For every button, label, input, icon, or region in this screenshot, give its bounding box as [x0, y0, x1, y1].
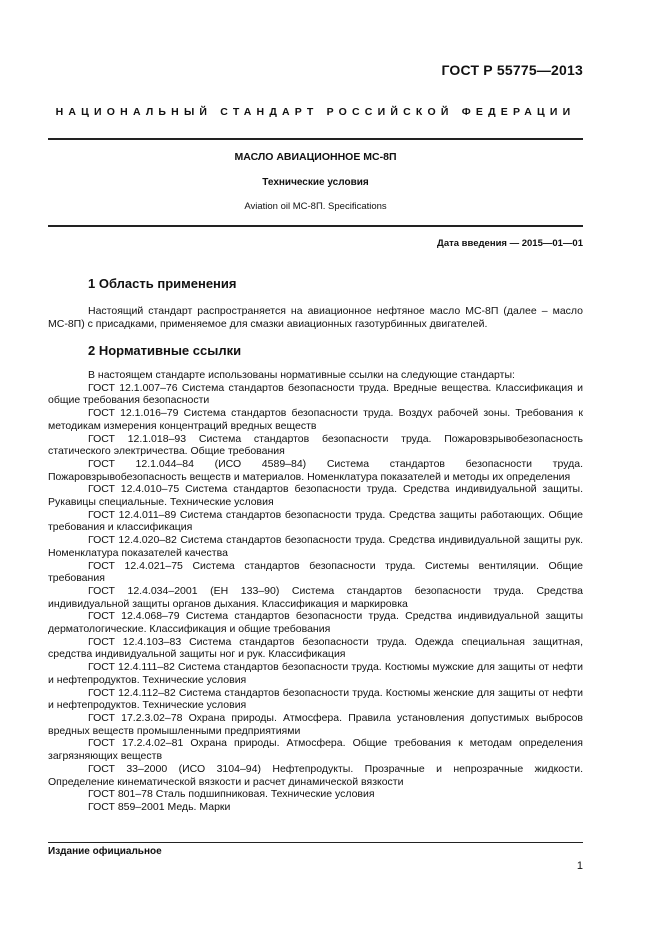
reference-item: ГОСТ 12.4.111–82 Система стандартов безопасности труда. Костюмы мужские для защиты от нефти и нефтепродуктов. Технические условия [48, 661, 583, 686]
reference-item: ГОСТ 12.4.068–79 Система стандартов безопасности труда. Средства индивидуальной защиты дерматологические. Классификация и общие требования [48, 610, 583, 636]
reference-item: ГОСТ 859–2001 Медь. Марки [88, 800, 231, 813]
reference-item: ГОСТ 17.2.4.02–81 Охрана природы. Атмосфера. Общие требования к методам определения загрязняющих веществ [48, 737, 583, 763]
reference-item: ГОСТ 12.4.112–82 Система стандартов безопасности труда. Костюмы женские для защиты от нефти и нефтепродуктов. Технические условия [48, 686, 583, 712]
paragraph: В настоящем стандарте использованы нормативные ссылки на следующие стандарты: [88, 369, 515, 381]
document-title: МАСЛО АВИАЦИОННОЕ МС-8П [234, 151, 397, 163]
reference-item: ГОСТ 12.4.103–83 Система стандартов безопасности труда. Одежда специальная защитная, средства индивидуальной защиты ног и рук. Классификация [48, 635, 583, 661]
reference-item: ГОСТ 12.4.020–82 Система стандартов безопасности труда. Средства индивидуальной защиты рук. Номенклатура показателей качества [48, 534, 583, 559]
reference-item: ГОСТ 12.1.018–93 Система стандартов безопасности труда. Пожаровзрывобезопасность статического электричества. Общие требования [48, 432, 583, 458]
document-subtitle: Технические условия [262, 177, 369, 188]
national-standard-banner: НАЦИОНАЛЬНЫЙ СТАНДАРТ РОССИЙСКОЙ ФЕДЕРАЦИИ [55, 106, 576, 118]
section-2-heading: 2 Нормативные ссылки [88, 343, 242, 358]
footer-rule [48, 842, 583, 843]
section-1-heading: 1 Область применения [88, 276, 237, 291]
reference-item: ГОСТ 12.1.044–84 (ИСО 4589–84) Система стандартов безопасности труда. Пожаровзрывобезопасность веществ и материалов. Номенклатура показателей и методы их определения [48, 457, 583, 483]
top-rule [48, 138, 583, 140]
document-number: ГОСТ Р 55775—2013 [441, 62, 583, 78]
page-number: 1 [576, 860, 583, 872]
introduction-date: Дата введения — 2015—01—01 [437, 238, 583, 249]
reference-item: ГОСТ 12.4.034–2001 (ЕН 133–90) Система стандартов безопасности труда. Средства индивидуальной защиты органов дыхания. Классификация и маркировка [48, 584, 583, 610]
official-edition-label: Издание официальное [48, 846, 162, 857]
reference-item: ГОСТ 17.2.3.02–78 Охрана природы. Атмосфера. Правила установления допустимых выбросов вредных веществ промышленными предприятиями [48, 711, 583, 737]
reference-item: ГОСТ 12.4.021–75 Система стандартов безопасности труда. Системы вентиляции. Общие требования [48, 559, 583, 585]
reference-item: ГОСТ 33–2000 (ИСО 3104–94) Нефтепродукты. Прозрачные и непрозрачные жидкости. Определение кинематической вязкости и расчет динамической вязкости [48, 762, 583, 788]
title-rule [48, 225, 583, 227]
reference-item: ГОСТ 12.4.011–89 Система стандартов безопасности труда. Средства защиты работающих. Общие требования и классификация [48, 508, 583, 534]
section-2-body [48, 369, 583, 814]
document-english-title: Aviation oil МС-8П. Specifications [244, 201, 387, 212]
section-1-body [48, 305, 583, 330]
reference-item: ГОСТ 801–78 Сталь подшипниковая. Технические условия [88, 788, 375, 801]
reference-item: ГОСТ 12.4.010–75 Система стандартов безопасности труда. Средства индивидуальной защиты. Рукавицы специальные. Технические условия [48, 483, 583, 509]
reference-item: ГОСТ 12.1.016–79 Система стандартов безопасности труда. Воздух рабочей зоны. Требования к методикам измерения концентраций вредных веществ [48, 407, 583, 432]
reference-item: ГОСТ 12.1.007–76 Система стандартов безопасности труда. Вредные вещества. Классификация и общие требования безопасности [48, 381, 583, 407]
paragraph: Настоящий стандарт распространяется на авиационное нефтяное масло МС-8П (далее – масло МС-8П) с присадками, применяемое для смазки авиационных газотурбинных двигателей. [48, 305, 583, 330]
